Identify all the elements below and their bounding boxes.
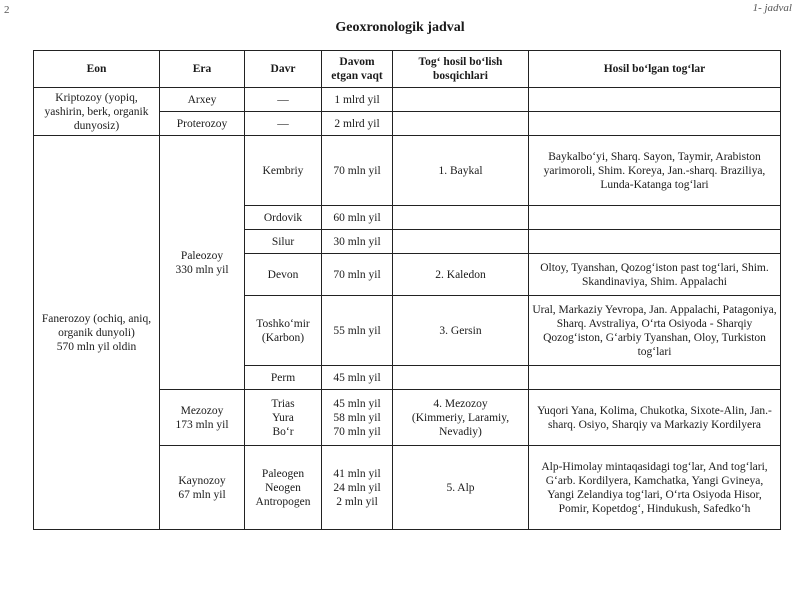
- davr-cell: Devon: [245, 254, 322, 296]
- table-caption: 1- jadval: [752, 2, 792, 14]
- mountains-cell: Alp-Himolay mintaqasidagi tog‘lar, And tog‘lari, G‘arb. Kordilyera, Kamchatka, Yangi Gvineya, Yangi Zelandiya tog‘lari, O‘rta Osiyoda Hisor, Pomir, Kopetdog‘, Hindukush, Safedko‘h: [529, 446, 781, 530]
- header-mountains: Hosil bo‘lgan tog‘lar: [529, 51, 781, 88]
- mountains-cell: Baykalbo‘yi, Sharq. Sayon, Taymir, Arabiston yarimoroli, Shim. Koreya, Jan.-sharq. Braziliya, Lunda-Katanga tog‘lari: [529, 136, 781, 206]
- duration-cell: 45 mln yil: [322, 366, 393, 390]
- orogeny-cell: [393, 88, 529, 112]
- orogeny-cell: 3. Gersin: [393, 296, 529, 366]
- davr-cell: Ordovik: [245, 206, 322, 230]
- duration-cell: 41 mln yil 24 mln yil 2 mln yil: [322, 446, 393, 530]
- davr-cell: —: [245, 112, 322, 136]
- davr-cell: Silur: [245, 230, 322, 254]
- davr-cell: —: [245, 88, 322, 112]
- duration-cell: 60 mln yil: [322, 206, 393, 230]
- header-duration: Davom etgan vaqt: [322, 51, 393, 88]
- duration-cell: 30 mln yil: [322, 230, 393, 254]
- header-orogeny: Tog‘ hosil bo‘lish bosqichlari: [393, 51, 529, 88]
- table-row: [34, 88, 781, 112]
- header-row: [34, 51, 781, 88]
- davr-cell: Trias Yura Bo‘r: [245, 390, 322, 446]
- mountains-cell: [529, 366, 781, 390]
- mountains-cell: [529, 206, 781, 230]
- duration-cell: 55 mln yil: [322, 296, 393, 366]
- era-cell: Mezozoy 173 mln yil: [160, 390, 245, 446]
- orogeny-cell: 2. Kaledon: [393, 254, 529, 296]
- duration-cell: 70 mln yil: [322, 136, 393, 206]
- duration-cell: 2 mlrd yil: [322, 112, 393, 136]
- davr-cell: Perm: [245, 366, 322, 390]
- mountains-cell: [529, 230, 781, 254]
- davr-cell: Toshko‘mir (Karbon): [245, 296, 322, 366]
- mountains-cell: [529, 112, 781, 136]
- header-davr: Davr: [245, 51, 322, 88]
- table-row: [34, 136, 781, 206]
- mountains-cell: [529, 88, 781, 112]
- davr-cell: Kembriy: [245, 136, 322, 206]
- era-cell: Arxey: [160, 88, 245, 112]
- mountains-cell: Oltoy, Tyanshan, Qozog‘iston past tog‘lari, Shim. Skandinaviya, Shim. Appalachi: [529, 254, 781, 296]
- geochronology-table: [33, 50, 781, 530]
- orogeny-cell: [393, 230, 529, 254]
- eon-cell: Kriptozoy (yopiq, yashirin, berk, organik dunyosiz): [34, 88, 160, 136]
- davr-cell: Paleogen Neogen Antropogen: [245, 446, 322, 530]
- orogeny-cell: [393, 112, 529, 136]
- era-cell: Proterozoy: [160, 112, 245, 136]
- page-title: Geoxronologik jadval: [335, 20, 465, 35]
- orogeny-cell: [393, 366, 529, 390]
- orogeny-cell: [393, 206, 529, 230]
- header-eon: Eon: [34, 51, 160, 88]
- duration-cell: 1 mlrd yil: [322, 88, 393, 112]
- page-number: 2: [4, 4, 10, 16]
- era-cell: Paleozoy 330 mln yil: [160, 136, 245, 390]
- duration-cell: 70 mln yil: [322, 254, 393, 296]
- orogeny-cell: 4. Mezozoy (Kimmeriy, Laramiy, Nevadiy): [393, 390, 529, 446]
- duration-cell: 45 mln yil 58 mln yil 70 mln yil: [322, 390, 393, 446]
- mountains-cell: Ural, Markaziy Yevropa, Jan. Appalachi, Patagoniya, Sharq. Avstraliya, O‘rta Osiyoda - Sharqiy Qozog‘iston, G‘arbiy Tyanshan, Oloy, Turkiston tog‘lari: [529, 296, 781, 366]
- orogeny-cell: 1. Baykal: [393, 136, 529, 206]
- header-era: Era: [160, 51, 245, 88]
- eon-cell: Fanerozoy (ochiq, aniq, organik dunyoli) 570 mln yil oldin: [34, 136, 160, 530]
- era-cell: Kaynozoy 67 mln yil: [160, 446, 245, 530]
- mountains-cell: Yuqori Yana, Kolima, Chukotka, Sixote-Alin, Jan.-sharq. Osiyo, Sharqiy va Markaziy Kordilyera: [529, 390, 781, 446]
- orogeny-cell: 5. Alp: [393, 446, 529, 530]
